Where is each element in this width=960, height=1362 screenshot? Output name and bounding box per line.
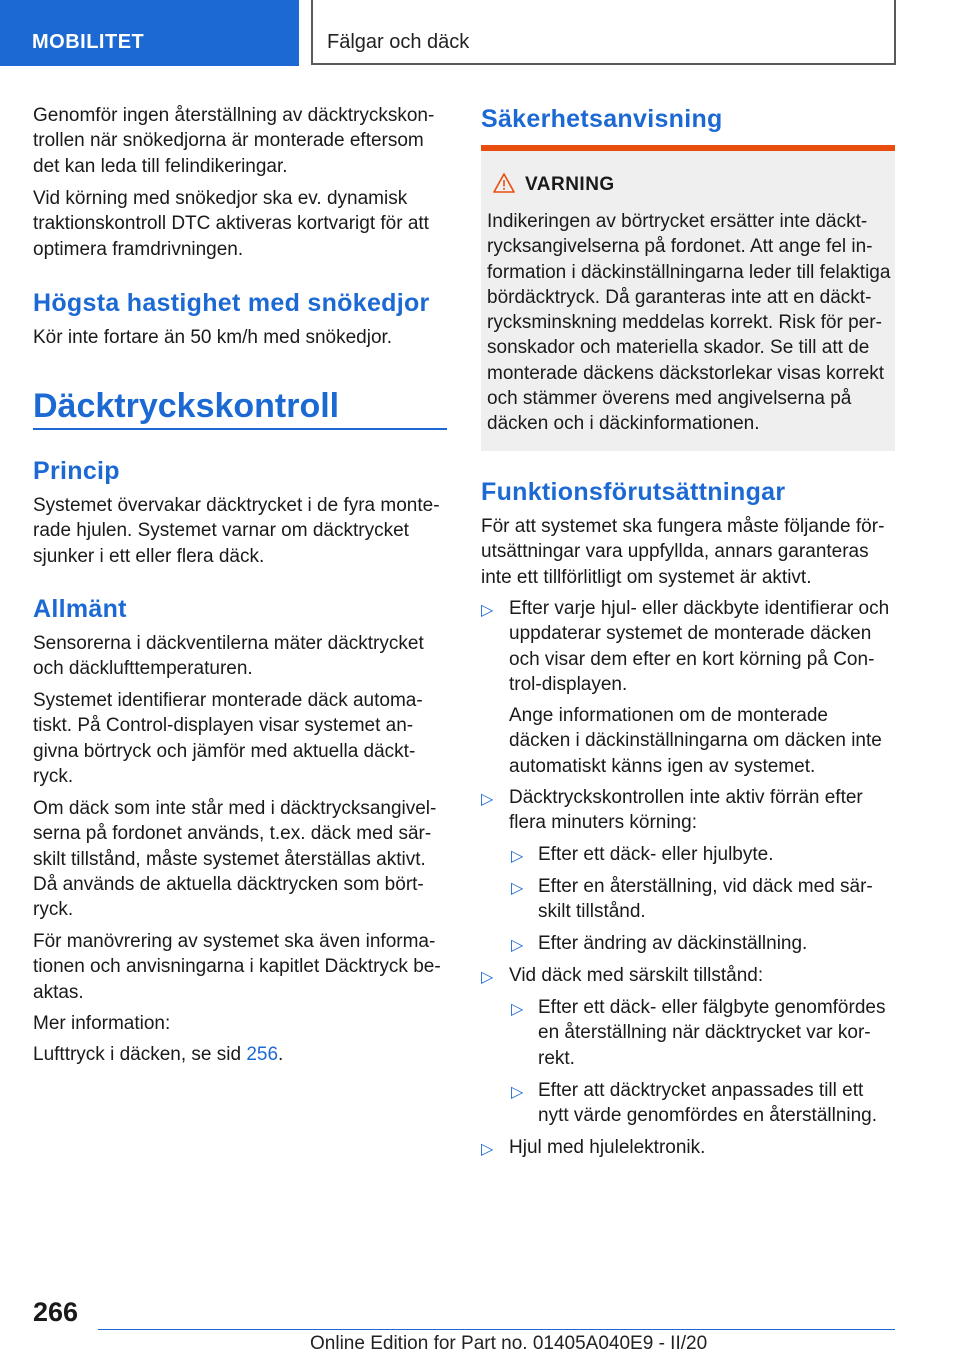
text-line: För att systemet ska fungera måste följande för-: [481, 516, 885, 537]
text-line: Systemet övervakar däcktrycket i de fyra monte-: [33, 495, 440, 516]
section-label: MOBILITET: [32, 31, 145, 53]
text-line: Vid körning med snökedjor ska ev. dynamisk: [33, 188, 408, 209]
paragraph: [33, 688, 447, 789]
bullet-icon: ▷: [481, 602, 494, 619]
list-item: [509, 596, 895, 697]
paragraph: [33, 186, 447, 262]
text-line: traktionskontroll DTC aktiveras kortvarigt för att: [33, 213, 429, 235]
text-line: sonskador och materiella skador. Se till att de: [487, 337, 870, 359]
page-link[interactable]: 256: [246, 1044, 279, 1065]
text-line: Indikeringen av börtrycket ersätter inte däckt-: [487, 211, 868, 232]
bullet-icon: ▷: [511, 937, 524, 954]
text-line: Efter en återställning, vid däck med sär-: [538, 876, 873, 897]
heading-underline: [33, 428, 447, 430]
text-line: Då används de aktuella däcktrycken som bört-: [33, 873, 424, 895]
text-line: utsättningar vara uppfyllda, annars garanteras: [481, 541, 869, 563]
paragraph: [33, 631, 447, 682]
list-item: [509, 785, 895, 836]
text-line: rycksangivelserna på fordonet. Att ange fel in-: [487, 236, 873, 258]
list-item-note: [509, 703, 895, 779]
text-line: Efter ett däck- eller fälgbyte genomfördes: [538, 997, 886, 1018]
text-line: trollen när snökedjorna är monterade eftersom: [33, 130, 424, 152]
heading-safety: Säkerhetsanvisning: [481, 105, 723, 133]
section-tab: [0, 0, 299, 66]
paragraph: [33, 103, 447, 179]
text-line: optimera framdrivningen.: [33, 238, 244, 260]
edition-text: Online Edition for Part no. 01405A040E9 - II/20: [310, 1333, 708, 1354]
text-line: och stämmer överens med angivelserna på: [487, 388, 852, 410]
text-line: rekt.: [538, 1047, 575, 1069]
paragraph: [33, 929, 447, 1005]
text-line: tionen och anvisningarna i kapitlet Däcktryck be-: [33, 956, 441, 978]
text-line: rade hjulen. Systemet varnar om däcktrycket: [33, 520, 409, 542]
bullet-icon: ▷: [511, 848, 524, 865]
chapter-title: [311, 0, 896, 65]
heading-prerequisites: Funktionsförutsättningar: [481, 478, 786, 506]
heading-principle: Princip: [33, 457, 120, 485]
bullet-icon: ▷: [511, 880, 524, 897]
footer-divider: [98, 1329, 895, 1330]
reference-text: Lufttryck i däcken, se sid: [33, 1044, 247, 1065]
text-line: Sensorerna i däckventilerna mäter däcktrycket: [33, 633, 424, 654]
bullet-icon: ▷: [511, 1084, 524, 1101]
sub-list-item: Efter ändring av däckinställning.: [538, 933, 808, 954]
text-line: Ange informationen om de monterade: [509, 705, 828, 726]
reference-end: .: [278, 1044, 284, 1065]
text-line: rycksminskning meddelas korrekt. Risk för per-: [487, 312, 882, 334]
text-line: skilt tillstånd, måste systemet återställas aktivt.: [33, 848, 426, 870]
bullet-icon: ▷: [481, 1141, 494, 1158]
text-line: givna börtryck och jämför med aktuella däckt-: [33, 740, 416, 762]
text-line: inte ett tillförlitligt om systemet är aktivt.: [481, 566, 812, 588]
text-line: det kan leda till felindikeringar.: [33, 155, 288, 177]
warning-title: VARNING: [525, 174, 615, 195]
list-item: Vid däck med särskilt tillstånd:: [509, 965, 764, 986]
text-line: formation i däckinställningarna leder till felaktiga: [487, 261, 891, 283]
paragraph: Mer information:: [33, 1013, 171, 1034]
text-line: Efter att däcktrycket anpassades till ett: [538, 1080, 864, 1101]
paragraph: [481, 514, 895, 590]
text-line: Systemet identifierar monterade däck automa-: [33, 690, 423, 711]
warning-box: [481, 145, 895, 451]
text-line: ryck.: [33, 765, 74, 787]
text-line: en återställning när däcktrycket var kor-: [538, 1022, 871, 1044]
heading-max-speed: Högsta hastighet med snökedjor: [33, 289, 430, 317]
text-line: flera minuters körning:: [509, 812, 697, 834]
text-line: Om däck som inte står med i däcktrycksangivel-: [33, 798, 437, 819]
text-line: automatiskt känns igen av systemet.: [509, 755, 816, 777]
text-line: aktas.: [33, 981, 84, 1003]
paragraph: [33, 493, 447, 569]
text-line: Genomför ingen återställning av däcktryckskon-: [33, 105, 435, 126]
text-line: serna på fordonet används, t.ex. däck med sär-: [33, 823, 432, 845]
text-line: och däcklufttemperaturen.: [33, 658, 253, 680]
paragraph: [33, 796, 447, 922]
text-line: däcken i däckinställningarna om däcken inte: [509, 730, 882, 752]
text-line: Däcktryckskontrollen inte aktiv förrän efter: [509, 787, 863, 808]
reference-paragraph: [33, 1042, 447, 1067]
heading-tire-pressure-monitor: Däcktryckskontroll: [33, 387, 340, 425]
text-line: skilt tillstånd.: [538, 901, 646, 923]
text-line: sjunker i ett eller flera däck.: [33, 545, 265, 567]
text-line: För manövrering av systemet ska även informa-: [33, 931, 436, 952]
sub-list-item: [538, 1078, 895, 1129]
paragraph: Kör inte fortare än 50 km/h med snökedjor.: [33, 327, 393, 348]
text-line: bördäcktryck. Då garanteras inte att en däckt-: [487, 286, 872, 308]
text-line: nytt värde genomfördes en återställning.: [538, 1105, 878, 1127]
text-line: monterade däckens däckstorlekar visas korrekt: [487, 362, 885, 384]
sub-list-item: [538, 995, 895, 1071]
list-item: Hjul med hjulelektronik.: [509, 1137, 706, 1158]
warning-triangle-icon: [493, 173, 515, 193]
text-line: Efter varje hjul- eller däckbyte identifierar och: [509, 598, 890, 619]
page-number: 266: [33, 1297, 79, 1327]
text-line: och visar dem efter en kort körning på Con-: [509, 648, 875, 670]
chapter-label: Fälgar och däck: [327, 31, 470, 53]
bullet-icon: ▷: [481, 791, 494, 808]
text-line: ryck.: [33, 899, 74, 921]
text-line: uppdaterar systemet de monterade däcken: [509, 623, 872, 645]
text-line: däcken och i däckinformationen.: [487, 413, 760, 435]
bullet-icon: ▷: [481, 969, 494, 986]
sub-list-item: Efter ett däck- eller hjulbyte.: [538, 844, 774, 865]
warning-text: [487, 209, 891, 437]
text-line: trol-displayen.: [509, 673, 628, 695]
heading-general: Allmänt: [33, 595, 127, 623]
bullet-icon: ▷: [511, 1001, 524, 1018]
text-line: tiskt. På Control-displayen visar systemet an-: [33, 715, 414, 737]
sub-list-item: [538, 874, 895, 925]
